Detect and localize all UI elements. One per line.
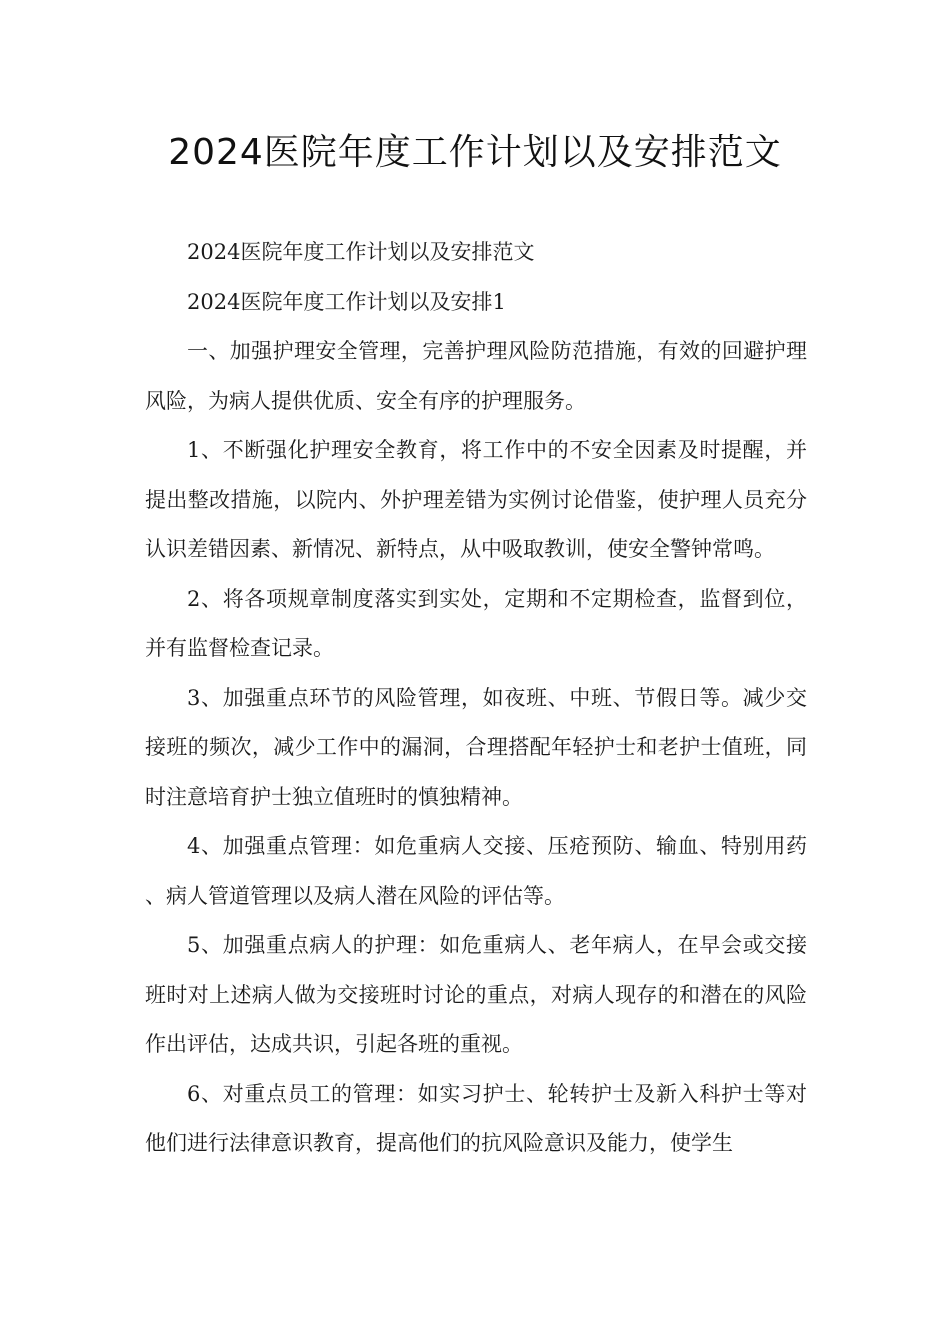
document-title: 2024医院年度工作计划以及安排范文 (168, 132, 782, 173)
paragraph-section-heading: 2024医院年度工作计划以及安排1 (187, 289, 506, 314)
paragraph-item-1: 1、不断强化护理安全教育，将工作中的不安全因素及时提醒，并提出整改措施，以院内、外护理差错为实例讨论借鉴，使护理人员充分认识差错因素、新情况、新特点，从中吸取教训，使安全警钟常鸣。 (145, 438, 807, 561)
paragraph-item-3: 3、加强重点环节的风险管理，如夜班、中班、节假日等。减少交接班的频次，减少工作中的漏洞，合理搭配年轻护士和老护士值班，同时注意培育护士独立值班时的慎独精神。 (145, 685, 807, 809)
paragraph-item-2: 2、将各项规章制度落实到实处，定期和不定期检查，监督到位，并有监督检查记录。 (145, 586, 807, 660)
paragraph-item-5: 5、加强重点病人的护理：如危重病人、老年病人，在早会或交接班时对上述病人做为交接班时讨论的重点，对病人现存的和潜在的风险作出评估，达成共识，引起各班的重视。 (145, 933, 807, 1056)
paragraph-subtitle: 2024医院年度工作计划以及安排范文 (187, 240, 535, 264)
document-body (145, 228, 807, 1169)
paragraph-item-4: 4、加强重点管理：如危重病人交接、压疮预防、输血、特别用药、病人管道管理以及病人潜在风险的评估等。 (145, 834, 807, 908)
paragraph-item-intro: 一、加强护理安全管理，完善护理风险防范措施，有效的回避护理风险，为病人提供优质、安全有序的护理服务。 (145, 339, 807, 413)
paragraph-item-6: 6、对重点员工的管理：如实习护士、轮转护士及新入科护士等对他们进行法律意识教育，提高他们的抗风险意识及能力，使学生 (145, 1081, 807, 1155)
